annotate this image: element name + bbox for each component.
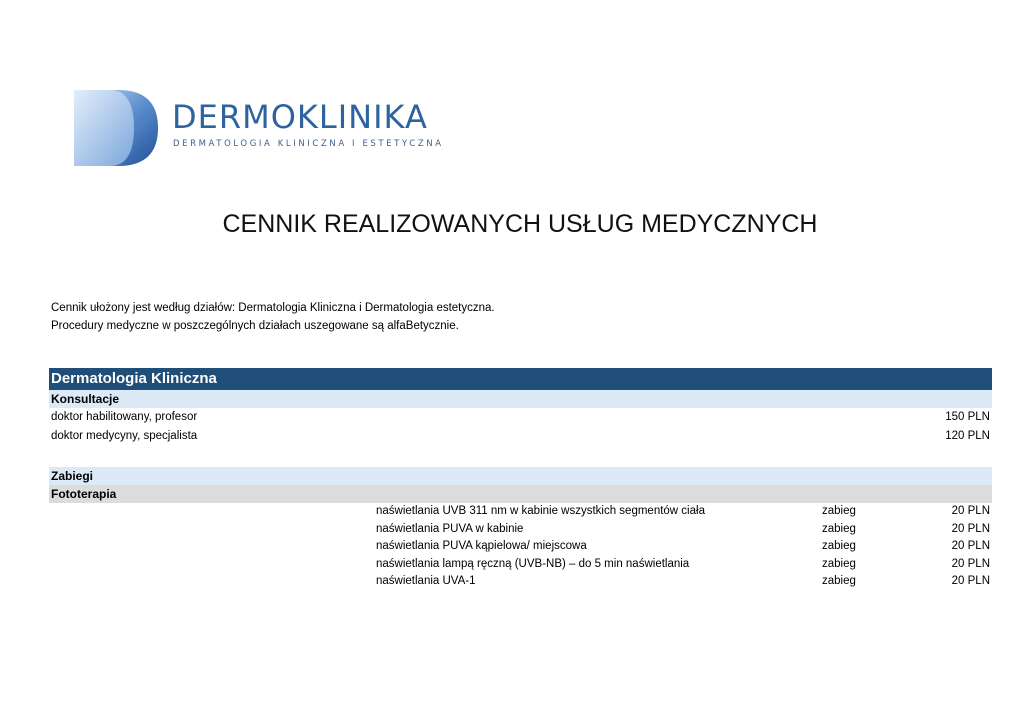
table-row xyxy=(49,521,992,539)
procedure-price: 20 PLN xyxy=(951,540,990,552)
logo-brand-name: DERMOKLINIKA xyxy=(172,98,428,136)
procedure-unit: zabieg xyxy=(822,557,856,570)
logo-tagline: DERMATOLOGIA KLINICZNA I ESTETYCZNA xyxy=(173,139,444,149)
table-row xyxy=(49,503,992,521)
procedure-unit: zabieg xyxy=(822,522,856,535)
clinic-logo xyxy=(72,88,482,168)
service-name: doktor medycyny, specjalista xyxy=(51,430,198,442)
procedure-price: 20 PLN xyxy=(951,557,990,570)
procedure-unit: zabieg xyxy=(822,575,856,587)
procedure-unit: zabieg xyxy=(822,540,856,552)
table-row xyxy=(49,538,992,556)
intro-line-1: Cennik ułożony jest według działów: Dermatologia Kliniczna i Dermatologia estetyczna. xyxy=(51,302,495,314)
table-row xyxy=(49,556,992,574)
procedure-name: naświetlania lampą ręczną (UVB-NB) – do 5 min naświetlania xyxy=(376,557,690,570)
procedure-price: 20 PLN xyxy=(951,522,990,535)
service-price: 120 PLN xyxy=(945,430,990,442)
price-table xyxy=(49,368,992,591)
intro-line-2: Procedury medyczne w poszczególnych działach uszegowane są alfaBetycznie. xyxy=(51,320,459,332)
logo-d-mark-icon xyxy=(72,88,162,168)
procedure-price: 20 PLN xyxy=(951,505,990,517)
table-row xyxy=(49,408,992,427)
procedure-name: naświetlania PUVA kąpielowa/ miejscowa xyxy=(376,540,587,552)
subsection-procedures: Zabiegi xyxy=(49,467,992,485)
table-row xyxy=(49,427,992,446)
service-name: doktor habilitowany, profesor xyxy=(51,411,198,423)
row-spacer xyxy=(49,446,992,467)
procedure-name: naświetlania PUVA w kabinie xyxy=(376,522,524,535)
page-title: CENNIK REALIZOWANYCH USŁUG MEDYCZNYCH xyxy=(222,210,818,238)
subsection-consultations: Konsultacje xyxy=(49,390,992,408)
table-row xyxy=(49,573,992,591)
procedure-unit: zabieg xyxy=(822,505,856,517)
intro-text xyxy=(51,299,495,335)
section-header: Dermatologia Kliniczna xyxy=(49,368,992,390)
procedure-name: naświetlania UVB 311 nm w kabinie wszystkich segmentów ciała xyxy=(376,505,705,517)
procedure-name: naświetlania UVA-1 xyxy=(376,575,476,587)
service-price: 150 PLN xyxy=(945,411,990,423)
subsection-phototherapy: Fototerapia xyxy=(49,485,992,503)
procedure-price: 20 PLN xyxy=(951,575,990,587)
